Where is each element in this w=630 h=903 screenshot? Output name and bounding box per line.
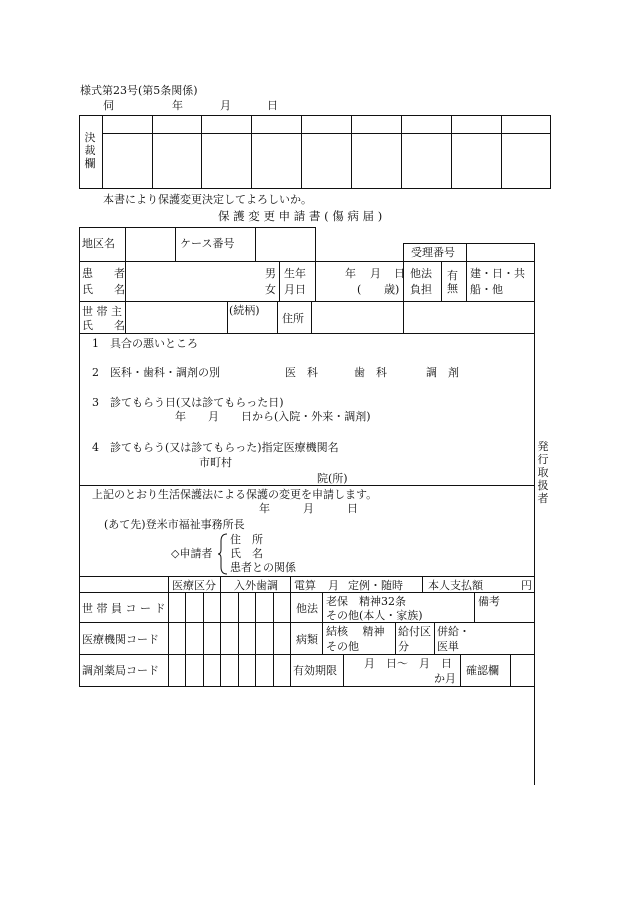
info-col	[315, 261, 316, 301]
bottom-line	[79, 654, 535, 655]
code-col	[203, 592, 204, 686]
birth-label-2: 月日	[284, 283, 306, 296]
district-label: 地区名	[82, 237, 115, 250]
elderly-label: 老保 精神32条	[326, 595, 406, 608]
item-1: 1 具合の悪いところ	[92, 337, 198, 350]
code-col	[434, 622, 435, 654]
code-col	[185, 592, 186, 686]
name-label-1: 氏	[82, 283, 93, 296]
self-pay-label: 本人支払額	[428, 579, 483, 592]
code-col	[273, 592, 274, 686]
benefit-label-1: 給付区	[398, 625, 431, 638]
benefit-label-2: 分	[398, 640, 409, 653]
female-label: 女	[265, 283, 276, 296]
case-number-label: ケース番号	[180, 237, 235, 250]
decision-col	[501, 115, 502, 189]
code-col	[422, 576, 423, 592]
other-disease-label: その他	[326, 640, 359, 653]
householder-label-2: 氏	[82, 319, 93, 332]
addressee: (あて先)登米市福祉事務所長	[104, 518, 245, 531]
decision-note: 本書により保護変更決定してよろしいか。	[103, 193, 312, 206]
code-col	[255, 592, 256, 686]
item-3: 3 診てもらう日(又は診てもらった日)	[92, 396, 284, 409]
info-col	[255, 227, 256, 261]
info-col	[175, 227, 176, 261]
bottom-line	[79, 622, 535, 623]
combined-label-2: 医単	[437, 640, 459, 653]
insurance-label-2: 船・他	[470, 283, 503, 296]
decision-table	[79, 115, 551, 189]
form-number: 様式第23号(第5条関係)	[80, 84, 198, 97]
item-2-pharmacy: 調 剤	[426, 366, 459, 379]
code-col	[220, 576, 221, 686]
info-top-line	[79, 227, 315, 228]
decision-label: 決裁欄	[84, 131, 96, 170]
item-2-dental: 歯 科	[354, 366, 387, 379]
body-left-line	[79, 333, 80, 576]
calc-month-label: 月	[328, 579, 339, 592]
age-label: 歳)	[384, 283, 400, 296]
receipt-left-line	[403, 243, 404, 261]
applicant-name: 氏 名	[230, 547, 263, 560]
receipt-number-label: 受理番号	[411, 246, 455, 259]
header-year: 年	[172, 99, 183, 112]
info-col	[311, 301, 312, 333]
combined-label-1: 併給・	[437, 625, 470, 638]
right-border-line	[534, 243, 535, 785]
decision-col	[102, 115, 103, 189]
decision-col	[301, 115, 302, 189]
age-open: (	[357, 283, 362, 296]
info-col	[227, 301, 228, 333]
decision-col	[152, 115, 153, 189]
decision-col	[451, 115, 452, 189]
yen-label: 円	[521, 579, 532, 592]
item-2: 2 医科・歯科・調剤の別	[92, 366, 220, 379]
receipt-mid-line	[466, 243, 467, 261]
other-family-label: その他(本人・家族)	[326, 609, 423, 622]
valid-period-label: 有効期限	[293, 664, 337, 677]
householder-label-3: 名	[114, 319, 125, 332]
remarks-label: 備考	[478, 595, 500, 608]
no-label: 無	[447, 282, 458, 295]
application-top-line	[79, 485, 535, 486]
other-law-code-label: 他法	[296, 602, 318, 615]
applicant-label: ◇申請者	[171, 547, 213, 560]
calc-label: 電算	[294, 579, 316, 592]
other-law-label-1: 他法	[410, 267, 432, 280]
institution-code-label: 医療機関コード	[82, 633, 159, 646]
item-2-medical: 医 科	[285, 366, 318, 379]
issuer-label: 発行取扱者	[537, 440, 549, 505]
birth-year: 年	[345, 267, 356, 280]
code-col	[238, 592, 239, 686]
header-month: 月	[220, 99, 231, 112]
code-col	[510, 654, 511, 686]
confirm-label: 確認欄	[466, 664, 499, 677]
code-col	[322, 592, 323, 654]
item-3-date: 年 月 日から(入院・外来・調剤)	[175, 410, 371, 423]
applicant-brace	[218, 533, 228, 575]
code-col	[395, 622, 396, 654]
tb-mental-label: 結核 精神	[326, 625, 385, 638]
inquiry-label: 伺	[103, 99, 114, 112]
patient-label-2: 者	[114, 267, 125, 280]
birth-day: 日	[394, 267, 405, 280]
relation-label: (続柄)	[229, 304, 260, 317]
code-col	[460, 654, 461, 686]
city-label: 市町村	[199, 456, 232, 469]
patient-label-1: 患	[82, 267, 93, 280]
info-col	[125, 227, 126, 261]
info-col	[466, 261, 467, 301]
householder-label-1: 世 帯 主	[82, 305, 122, 318]
application-date: 年 月 日	[259, 502, 358, 515]
body-top-line	[79, 333, 535, 334]
household-code-label: 世 帯 員 コ ー ド	[82, 602, 166, 615]
info-col	[315, 227, 316, 261]
code-col	[290, 576, 291, 686]
birth-label-1: 生年	[284, 267, 306, 280]
birth-month: 月	[370, 267, 381, 280]
applicant-address: 住 所	[230, 533, 263, 546]
decision-col	[351, 115, 352, 189]
regular-label: 定例・随時	[348, 579, 403, 592]
months-label: か月	[434, 672, 456, 685]
decision-col	[201, 115, 202, 189]
item-4: 4 診てもらう(又は診てもらった)指定医療機関名	[92, 441, 339, 454]
address-label: 住所	[282, 312, 304, 325]
male-label: 男	[265, 267, 276, 280]
code-col	[474, 592, 475, 622]
decision-row-divider	[102, 133, 551, 134]
valid-range: 月 日～ 月 日	[364, 657, 452, 670]
info-col	[125, 261, 126, 333]
name-label-2: 名	[114, 283, 125, 296]
in-out-dental-label: 入外歯調	[234, 579, 278, 592]
code-col	[343, 654, 344, 686]
hospital-label: 院(所)	[317, 472, 348, 485]
page-title: 保 護 変 更 申 請 書 ( 傷 病 届 )	[218, 209, 383, 223]
applicant-relation: 患者との関係	[230, 561, 296, 574]
bottom-line	[79, 592, 535, 593]
bottom-line	[79, 576, 535, 577]
info-col	[277, 301, 278, 333]
pharmacy-code-label: 調剤薬局コード	[82, 664, 159, 677]
disease-type-label: 病類	[296, 633, 318, 646]
receipt-top-line	[403, 243, 535, 244]
header-day: 日	[267, 99, 278, 112]
other-law-label-2: 負担	[410, 283, 432, 296]
code-col	[168, 576, 169, 686]
decision-col	[401, 115, 402, 189]
householder-top-line	[79, 301, 535, 302]
medical-class-label: 医療区分	[172, 579, 216, 592]
info-col	[441, 261, 442, 301]
decision-col	[251, 115, 252, 189]
application-statement: 上記のとおり生活保護法による保護の変更を申請します。	[92, 488, 378, 501]
info-left-line	[79, 227, 80, 333]
insurance-label-1: 建・日・共	[470, 267, 525, 280]
bottom-line	[79, 686, 535, 687]
info-col	[279, 261, 280, 301]
yes-label: 有	[447, 269, 458, 282]
bottom-left-line	[79, 576, 80, 686]
